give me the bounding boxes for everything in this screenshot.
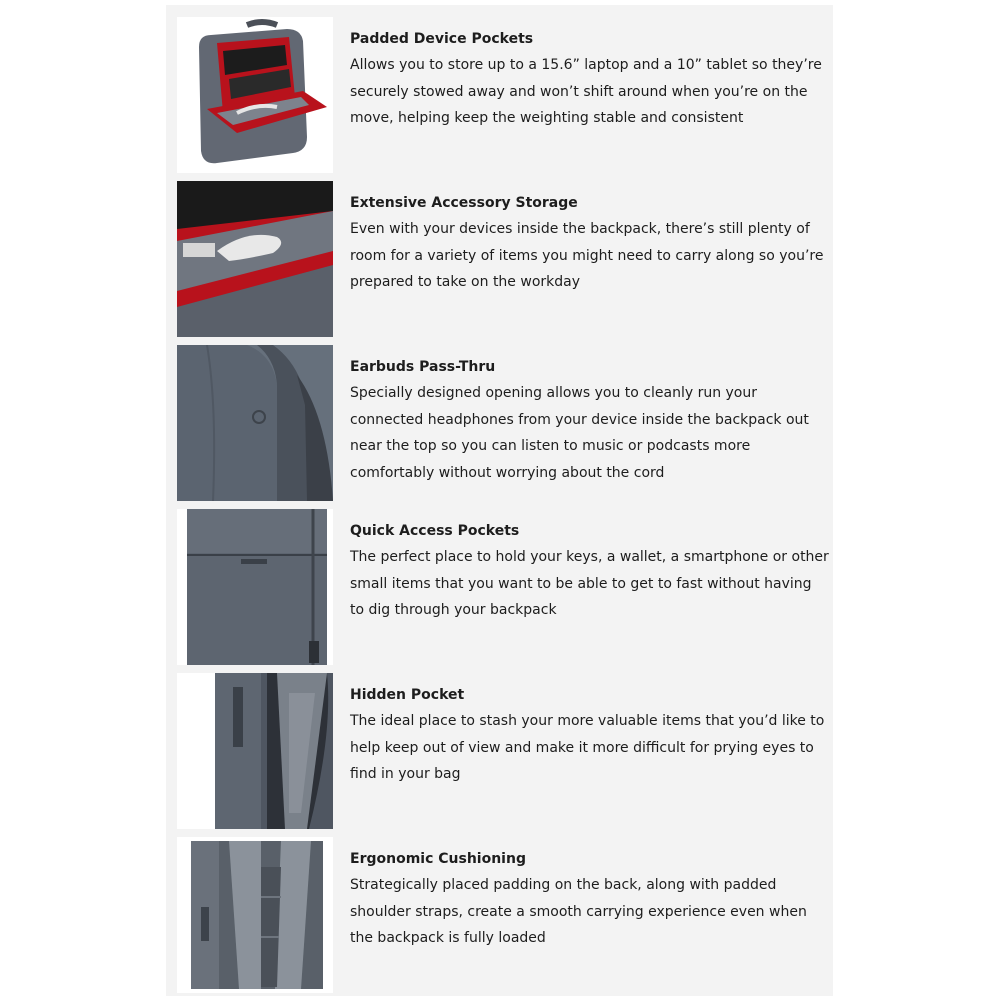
feature-item bbox=[166, 673, 833, 833]
feature-item bbox=[166, 181, 833, 341]
feature-title: Extensive Accessory Storage bbox=[350, 195, 578, 211]
feature-description: Strategically placed padding on the back, along with padded shoulder straps, create a smooth carrying experience even when the backpack is fully loaded bbox=[350, 877, 807, 946]
feature-title: Quick Access Pockets bbox=[350, 523, 520, 539]
feature-title: Hidden Pocket bbox=[350, 687, 465, 703]
feature-text bbox=[350, 29, 830, 132]
feature-item bbox=[166, 345, 833, 505]
feature-text bbox=[350, 357, 830, 486]
feature-title: Ergonomic Cushioning bbox=[350, 851, 526, 867]
feature-description: The perfect place to hold your keys, a wallet, a smartphone or other small items that you want to be able to get to fast without having to dig through your backpack bbox=[350, 549, 829, 618]
backpack-hidden-side-pocket-image bbox=[177, 673, 333, 829]
backpack-open-laptop-compartment-image bbox=[177, 17, 333, 173]
backpack-earbud-port-icon bbox=[177, 345, 333, 501]
feature-list-panel bbox=[166, 5, 833, 996]
feature-text bbox=[350, 193, 830, 296]
backpack-padded-back-straps-icon bbox=[177, 837, 333, 993]
feature-text bbox=[350, 849, 830, 952]
backpack-front-pocket-image bbox=[177, 509, 333, 665]
feature-item bbox=[166, 17, 833, 177]
feature-text bbox=[350, 521, 830, 624]
feature-item bbox=[166, 837, 833, 997]
backpack-hidden-side-pocket-icon bbox=[177, 673, 333, 829]
backpack-earbud-port-image bbox=[177, 345, 333, 501]
backpack-open-laptop-compartment-icon bbox=[177, 17, 333, 173]
backpack-padded-back-straps-image bbox=[177, 837, 333, 993]
feature-title: Padded Device Pockets bbox=[350, 31, 534, 47]
backpack-front-pocket-icon bbox=[177, 509, 333, 665]
feature-description: Even with your devices inside the backpack, there’s still plenty of room for a variety of items you might need to carry along so you’re prepared to take on the workday bbox=[350, 221, 824, 290]
backpack-accessory-organizer-icon bbox=[177, 181, 333, 337]
feature-text bbox=[350, 685, 830, 788]
feature-item bbox=[166, 509, 833, 669]
feature-title: Earbuds Pass-Thru bbox=[350, 359, 496, 375]
backpack-accessory-organizer-image bbox=[177, 181, 333, 337]
feature-description: The ideal place to stash your more valuable items that you’d like to help keep out of view and make it more difficult for prying eyes to find in your bag bbox=[350, 713, 825, 782]
feature-description: Specially designed opening allows you to cleanly run your connected headphones from your device inside the backpack out near the top so you can listen to music or podcasts more comfortably without worrying about the cord bbox=[350, 385, 809, 481]
feature-description: Allows you to store up to a 15.6” laptop and a 10” tablet so they’re securely stowed away and won’t shift around when you’re on the move, helping keep the weighting stable and consistent bbox=[350, 57, 822, 126]
